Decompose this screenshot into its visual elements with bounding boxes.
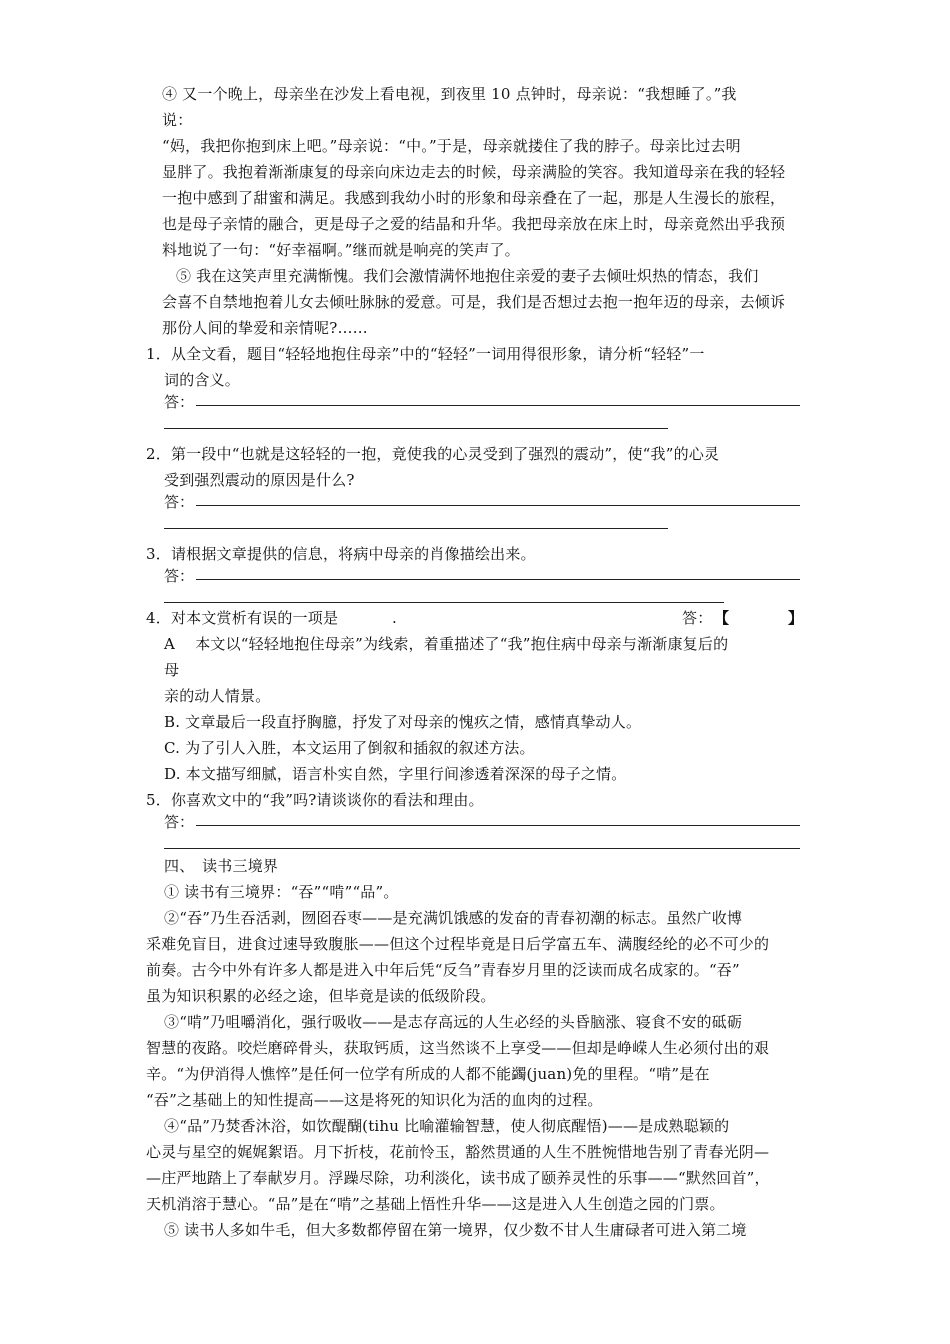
section-4-p3-line-4: “吞”之基础上的知性提高——这是将死的知识化为活的血肉的过程。: [146, 1091, 603, 1109]
question-4-option-a-line-3: 亲的动人情景。: [164, 687, 271, 705]
section-4-heading: 四、 读书三境界: [164, 857, 279, 875]
passage-p4-line-5: 一抱中感到了甜蜜和满足。我感到我幼小时的形象和母亲叠在了一起，那是人生漫长的旅程，: [162, 189, 786, 207]
question-4-option-a-line-2: 母: [164, 661, 180, 679]
section-4-p4-line-2: 心灵与星空的娓娓絮语。月下折枝，花前怜玉，豁然贯通的人生不胜惋惜地告别了青春光阴—: [146, 1143, 770, 1161]
question-2-answer-label: 答：: [164, 493, 195, 511]
passage-p4-line-2: 说：: [162, 111, 193, 129]
question-5-answer-line-2[interactable]: [164, 848, 800, 849]
section-4-p5-line-1: ⑤ 读书人多如牛毛，但大多数都停留在第一境界，仅少数不甘人生庸碌者可进入第二境: [164, 1221, 747, 1239]
section-4-p2-line-2: 采难免盲目，进食过速导致腹胀——但这个过程毕竟是日后学富五车、满腹经纶的必不可少的: [146, 935, 770, 953]
question-1-line-1: 1．从全文看，题目“轻轻地抱住母亲”中的“轻轻”一词用得很形象，请分析“轻轻”一: [146, 345, 705, 363]
section-4-p2-line-4: 虽为知识积累的必经之途，但毕竟是读的低级阶段。: [146, 987, 496, 1005]
question-4-stem: 4．对本文赏析有误的一项是: [146, 609, 339, 627]
question-2-line-2: 受到强烈震动的原因是什么?: [164, 471, 355, 489]
question-4-option-b: B. 文章最后一段直抒胸臆，抒发了对母亲的愧疚之情，感情真挚动人。: [164, 713, 642, 731]
question-4-answer-label: 答：: [682, 609, 713, 627]
question-4-answer-slot[interactable]: [736, 606, 782, 628]
section-4-p4-line-3: —庄严地踏上了奉献岁月。浮躁尽除，功利淡化，读书成了颐养灵性的乐事——“默然回首”，: [146, 1169, 770, 1187]
passage-p4-line-6: 也是母子亲情的融合，更是母子之爱的结晶和升华。我把母亲放在床上时，母亲竟然出乎我预: [162, 215, 786, 233]
question-5-line-1: 5．你喜欢文中的“我”吗?请谈谈你的看法和理由。: [146, 791, 484, 809]
passage-p4-line-7: 料地说了一句：“好幸福啊。”继而就是响亮的笑声了。: [162, 241, 520, 259]
passage-p4-line-3: “妈，我把你抱到床上吧。”母亲说：“中。”于是，母亲就搂住了我的脖子。母亲比过去明: [162, 137, 741, 155]
section-4-p1: ① 读书有三境界：“吞”“啃”“品”。: [164, 883, 399, 901]
section-4-p4-line-1: ④“品”乃焚香沐浴，如饮醍醐(tihu 比喻灌输智慧，使人彻底醒悟)——是成熟聪颖的: [164, 1117, 730, 1135]
question-1-answer-line-1[interactable]: [196, 405, 800, 406]
question-3-line-1: 3．请根据文章提供的信息，将病中母亲的肖像描绘出来。: [146, 545, 536, 563]
section-4-p2-line-1: ②“吞”乃生吞活剥，囫囵吞枣——是充满饥饿感的发奋的青春初潮的标志。虽然广收博: [164, 909, 743, 927]
question-5-answer-line-1[interactable]: [196, 825, 800, 826]
question-4-option-c: C. 为了引人入胜，本文运用了倒叙和插叙的叙述方法。: [164, 739, 535, 757]
question-1-line-2: 词的含义。: [164, 371, 241, 389]
passage-p5-line-1: ⑤ 我在这笑声里充满惭愧。我们会激情满怀地抱住亲爱的妻子去倾吐炽热的情态，我们: [176, 267, 759, 285]
section-4-p4-line-4: 天机消溶于慧心。“品”是在“啃”之基础上悟性升华——这是进入人生创造之园的门票。: [146, 1195, 725, 1213]
question-2-line-1: 2．第一段中“也就是这轻轻的一抱，竟使我的心灵受到了强烈的震动”，使“我”的心灵: [146, 445, 720, 463]
question-3-answer-line-1[interactable]: [196, 579, 800, 580]
question-4-option-a-line-1: A 本文以“轻轻地抱住母亲”为线索，着重描述了“我”抱住病中母亲与渐渐康复后的: [164, 635, 729, 653]
section-4-p2-line-3: 前奏。古今中外有许多人都是进入中年后凭“反刍”青春岁月里的泛读而成名成家的。“吞”: [146, 961, 740, 979]
section-4-p3-line-2: 智慧的夜路。咬烂磨碎骨头，获取钙质，这当然谈不上享受——但却是峥嵘人生必须付出的艰: [146, 1039, 770, 1057]
question-4-bracket-close: 】: [788, 609, 804, 627]
section-4-p3-line-3: 辛。“为伊消得人憔悴”是任何一位学有所成的人都不能蠲(juan)免的里程。“啃”是在: [146, 1065, 710, 1083]
question-2-answer-line-2[interactable]: [164, 528, 668, 529]
passage-p5-line-3: 那份人间的挚爱和亲情呢?……: [162, 319, 368, 337]
question-4-bracket-open: 【: [714, 609, 730, 627]
question-4-dot: .: [392, 609, 397, 627]
question-3-answer-line-2[interactable]: [164, 602, 724, 603]
question-2-answer-line-1[interactable]: [196, 505, 800, 506]
question-5-answer-label: 答：: [164, 813, 195, 831]
question-3-answer-label: 答：: [164, 567, 195, 585]
question-4-option-d: D. 本文描写细腻，语言朴实自然，字里行间渗透着深深的母子之情。: [164, 765, 627, 783]
passage-p4-line-4: 显胖了。我抱着渐渐康复的母亲向床边走去的时候，母亲满脸的笑容。我知道母亲在我的轻轻: [162, 163, 786, 181]
passage-p4-line-1: ④ 又一个晚上，母亲坐在沙发上看电视，到夜里 10 点钟时，母亲说：“我想睡了。”我: [162, 85, 737, 103]
passage-p5-line-2: 会喜不自禁地抱着儿女去倾吐脉脉的爱意。可是，我们是否想过去抱一抱年迈的母亲，去倾诉: [162, 293, 786, 311]
question-1-answer-label: 答：: [164, 393, 195, 411]
question-1-answer-line-2[interactable]: [164, 428, 668, 429]
section-4-p3-line-1: ③“啃”乃咀嚼消化，强行吸收——是志存高远的人生必经的头昏脑涨、寝食不安的砥砺: [164, 1013, 743, 1031]
